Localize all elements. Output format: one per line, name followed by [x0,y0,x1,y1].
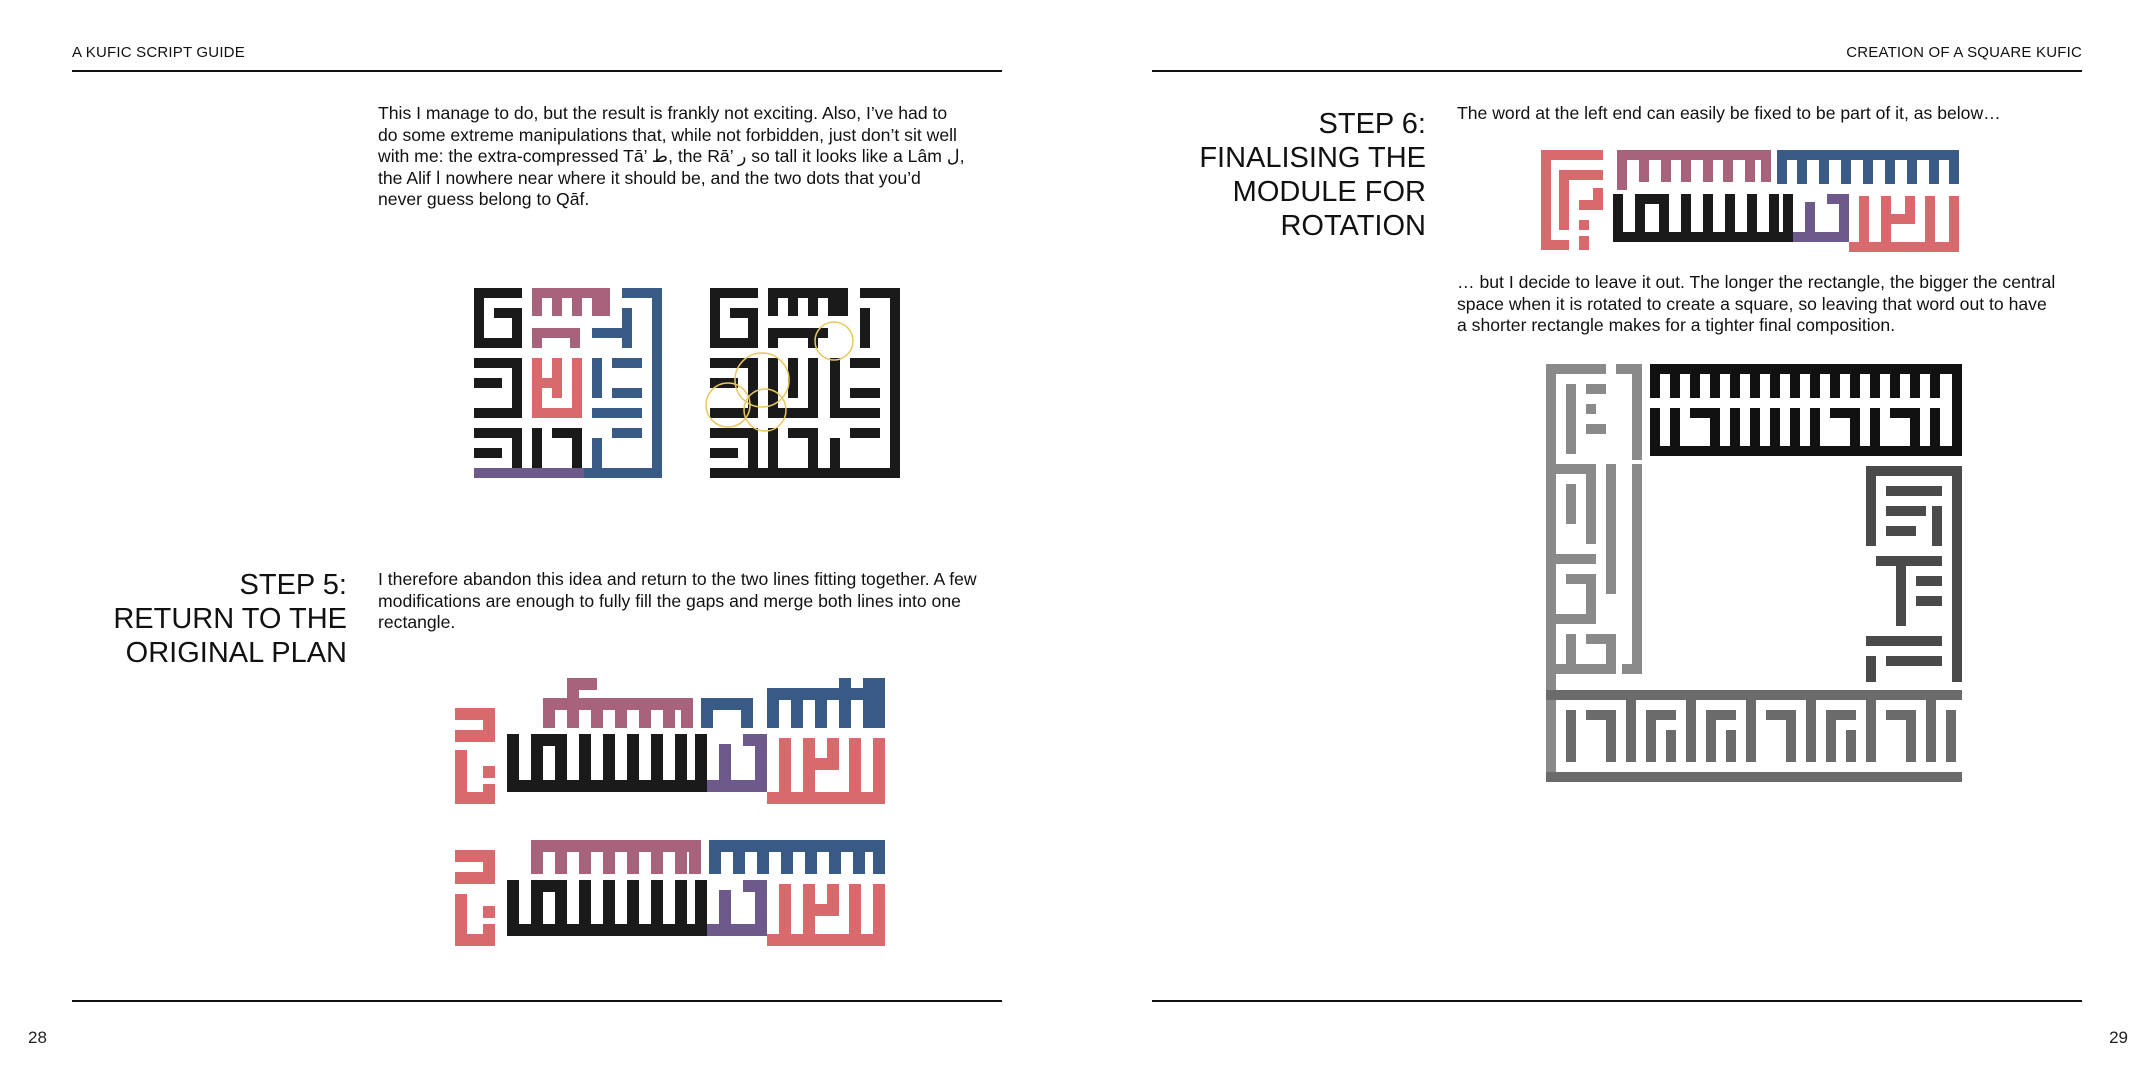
rotated-square-frame [1546,364,1962,782]
page-number-right: 29 [2109,1028,2128,1047]
left-paragraph-2: I therefore abandon this idea and return to the two lines fitting together. A few modifications are enough to fully fill the gaps and merge both lines into one rectangle. [378,569,977,632]
step5-heading [47,568,347,670]
step5-heading-line-1: STEP 5: [239,569,347,601]
left-paragraph-1: This I manage to do, but the result is frankly not exciting. Also, I’ve had to do some extreme manipulations that, while not forbidden, just don’t sit well with me: the extra-compressed Tā’ ط, the Rā’ ر so tall it looks like a Lâm ل, the Alif ا nowhere near where it should be, and the two dots that you’d never guess belong to Qāf. [378,103,965,209]
page-number-left: 28 [28,1028,47,1047]
rectangle-version-b [455,840,885,946]
header-rule-left [72,70,1002,72]
square-kufic-annotated-composition [710,288,900,478]
rectangle-version-a [455,678,885,804]
right-paragraph-1: The word at the left end can easily be fixed to be part of it, as below… [1457,103,2001,123]
step6-heading-line-3: MODULE FOR [1232,176,1426,208]
right-paragraph-2: … but I decide to leave it out. The longer the rectangle, the bigger the central space when it is rotated to create a square, so leaving that word out to have a shorter rectangle makes for a tighter final composition. [1457,272,2056,335]
step5-heading-line-3: ORIGINAL PLAN [125,637,347,669]
step5-heading-line-2: RETURN TO THE [113,603,347,635]
running-header-right: CREATION OF A SQUARE KUFIC [1846,44,2082,61]
header-rule-right [1152,70,2082,72]
step6-heading-line-4: ROTATION [1280,210,1426,242]
square-kufic-colored-composition [474,288,662,478]
final-rectangle-module [1541,148,1959,252]
footer-rule-left [72,1000,1002,1002]
running-header-left: A KUFIC SCRIPT GUIDE [72,44,245,61]
step6-heading-line-2: FINALISING THE [1199,142,1426,174]
step6-heading-line-1: STEP 6: [1318,108,1426,140]
step6-heading [1106,107,1426,243]
footer-rule-right [1152,1000,2082,1002]
